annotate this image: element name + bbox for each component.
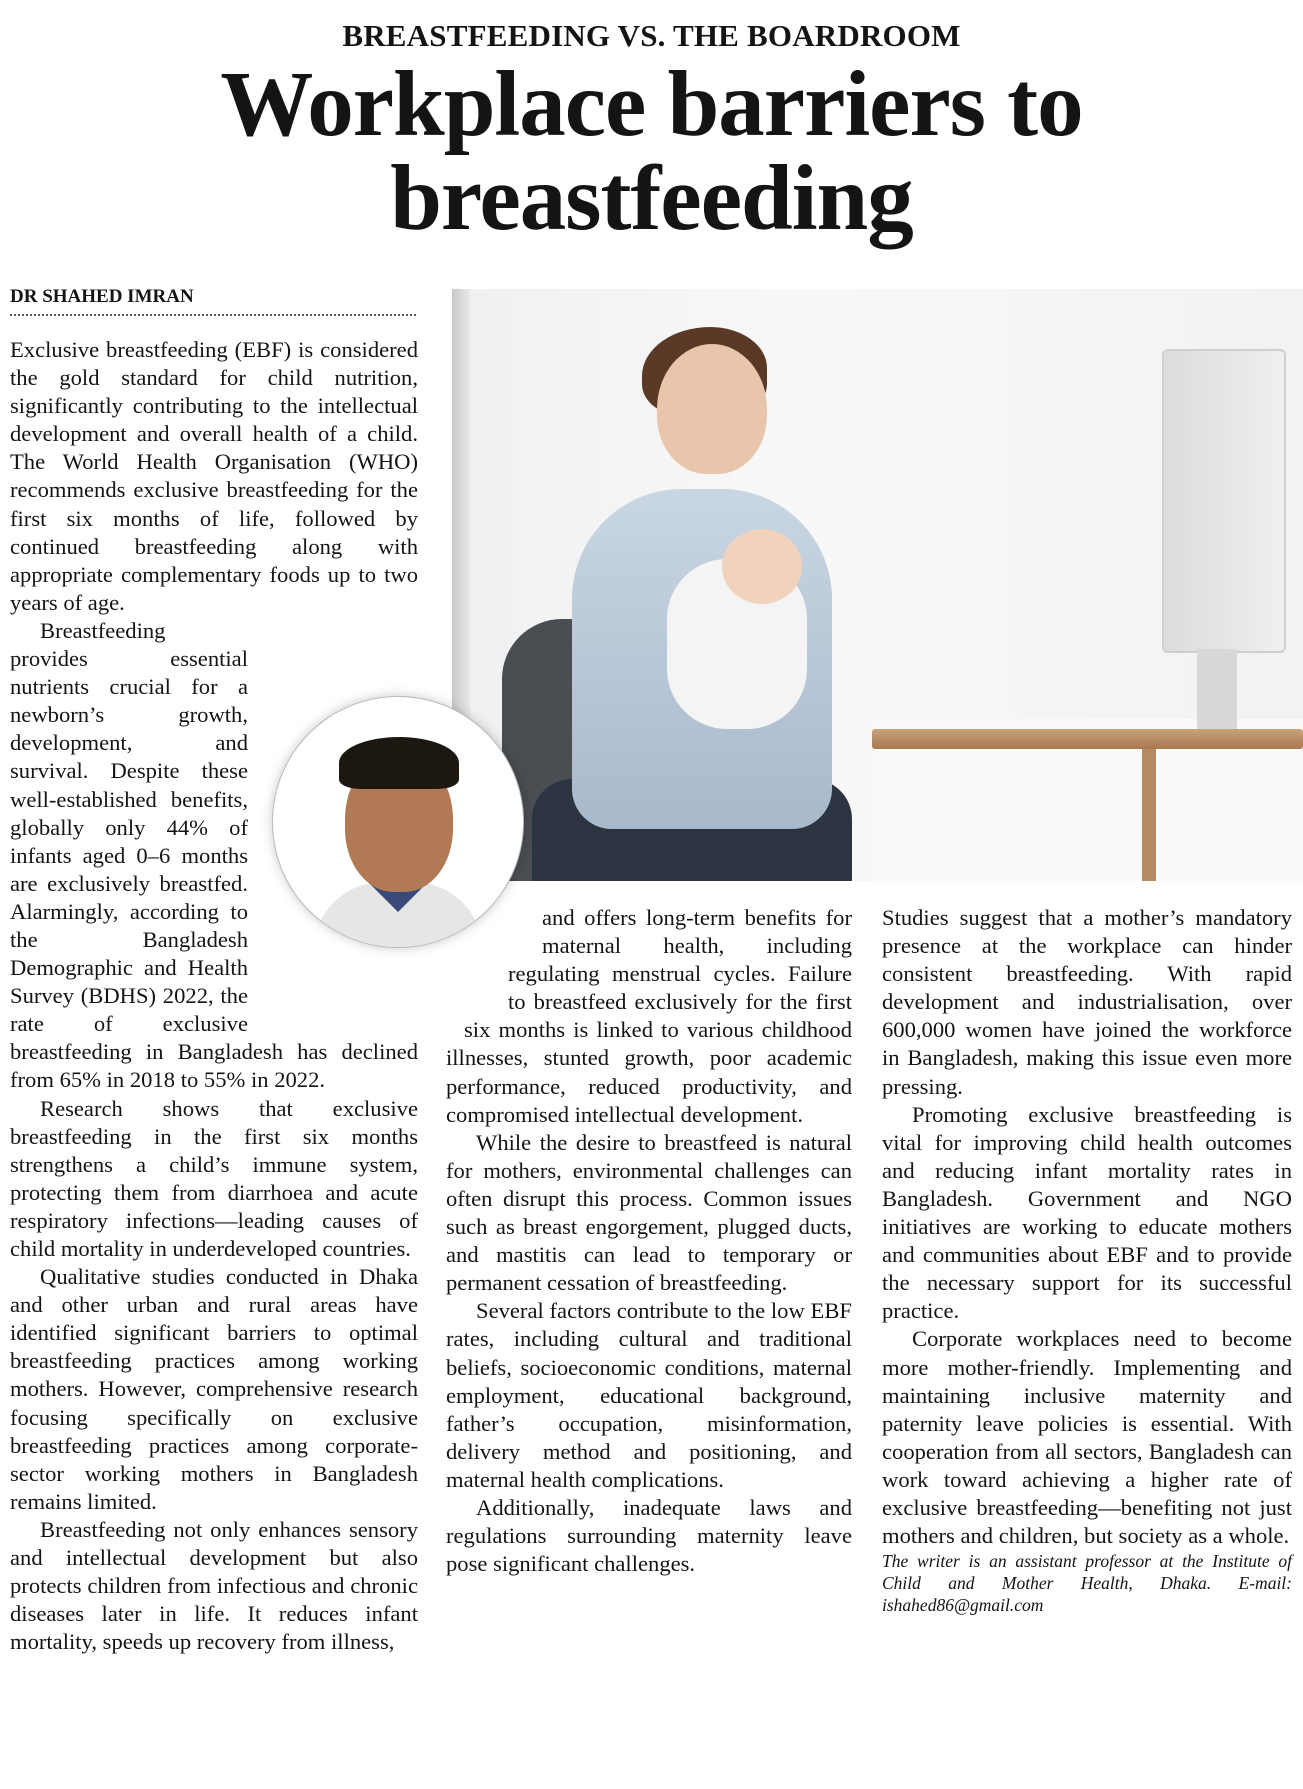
mother-breastfeeding-photo [452, 289, 1303, 881]
col2-wrap-space-2 [446, 960, 508, 1016]
col1-paragraph-4: Qualitative studies conducted in Dhaka and other urban and rural areas have identified significant barriers to optimal breastfeeding practices among working mothers. However, comprehensive research focusing specifically on exclusive breastfeeding practices among corporate-sector working mothers in Bangladesh remains limited. [10, 1264, 418, 1514]
col2-paragraph-3: Several factors contribute to the low EBF rates, including cultural and traditional beliefs, socioeconomic conditions, maternal employment, educational background, father’s occupation, misinformation, delivery method and positioning, and maternal health complications. [446, 1298, 852, 1492]
article-column-2 [446, 904, 852, 1789]
author-byline: DR SHAHED IMRAN [10, 286, 416, 316]
article-column-1 [10, 336, 418, 1786]
article-headline [0, 53, 1303, 250]
col1-paragraph-5: Breastfeeding not only enhances sensory and intellectual development but also protects children from infectious and chronic diseases later in life. It reduces infant mortality, speeds up recovery from illness, [10, 1516, 418, 1655]
col1-paragraph-1: Exclusive breastfeeding (EBF) is considered the gold standard for child nutrition, significantly contributing to the intellectual development and overall health of a child. The World Health Organisation (WHO) recommends exclusive breastfeeding for the first six months of life, followed by continued breastfeeding along with appropriate complementary foods up to two years of age. [10, 337, 418, 615]
author-bio: The writer is an assistant professor at the Institute of Child and Mother Health, Dhaka. E-mail: ishahed86@gmail.com [882, 1551, 1292, 1616]
headline-line-2: breastfeeding [390, 147, 913, 250]
col2-wrap-space-3 [446, 1016, 464, 1044]
article-kicker: BREASTFEEDING VS. THE BOARDROOM [342, 18, 961, 53]
col1-paragraph-2: Breastfeeding provides essential nutrients crucial for a newborn’s growth, development, and survival. Despite these well-established benefits, globally only 44% of infants aged 0–6 months are exclusively breastfed. Alarmingly, according to the Bangladesh Demographic and Health Survey (BDHS) 2022, the rate of exclusive breastfeeding in Bangladesh has declined from 65% in 2018 to 55% in 2022. [10, 617, 418, 1093]
col2-paragraph-4: Additionally, inadequate laws and regulations surrounding maternity leave pose significant challenges. [446, 1494, 852, 1577]
monitor-graphic [1162, 349, 1286, 653]
author-portrait [273, 697, 523, 947]
col1-paragraph-3: Research shows that exclusive breastfeeding in the first six months strengthens a child’s immune system, protecting them from diarrhoea and acute respiratory infections—leading causes of child mortality in underdeveloped countries. [10, 1095, 418, 1261]
headline-line-1: Workplace barriers to [220, 53, 1083, 156]
col3-paragraph-1: Studies suggest that a mother’s mandatory presence at the workplace can hinder consistent breastfeeding. With rapid development and industrialisation, over 600,000 women have joined the workforce in Bangladesh, making this issue even more pressing. [882, 905, 1292, 1099]
col2-paragraph-1: and offers long-term benefits for maternal health, including regulating menstrual cycles. Failure to breastfeed exclusively for the first six months is linked to various childhood illnesses, stunted growth, poor academic performance, reduced productivity, and compromised intellectual development. [446, 905, 852, 1127]
col3-paragraph-3: Corporate workplaces need to become more mother-friendly. Implementing and maintaining inclusive maternity and paternity leave policies is essential. With cooperation from all sectors, Bangladesh can work toward achieving a higher rate of exclusive breastfeeding—benefiting not just mothers and children, but society as a whole. [882, 1326, 1292, 1549]
col2-paragraph-2: While the desire to breastfeed is natural for mothers, environmental challenges can often disrupt this process. Common issues such as breast engorgement, plugged ducts, and mastitis can lead to temporary or permanent cessation of breastfeeding. [446, 1129, 852, 1296]
article-column-3 [882, 904, 1292, 1789]
col3-paragraph-2: Promoting exclusive breastfeeding is vital for improving child health outcomes and reducing infant mortality rates in Bangladesh. Government and NGO initiatives are working to educate mothers and communities about EBF and to provide the necessary support for its successful practice. [882, 1101, 1292, 1324]
